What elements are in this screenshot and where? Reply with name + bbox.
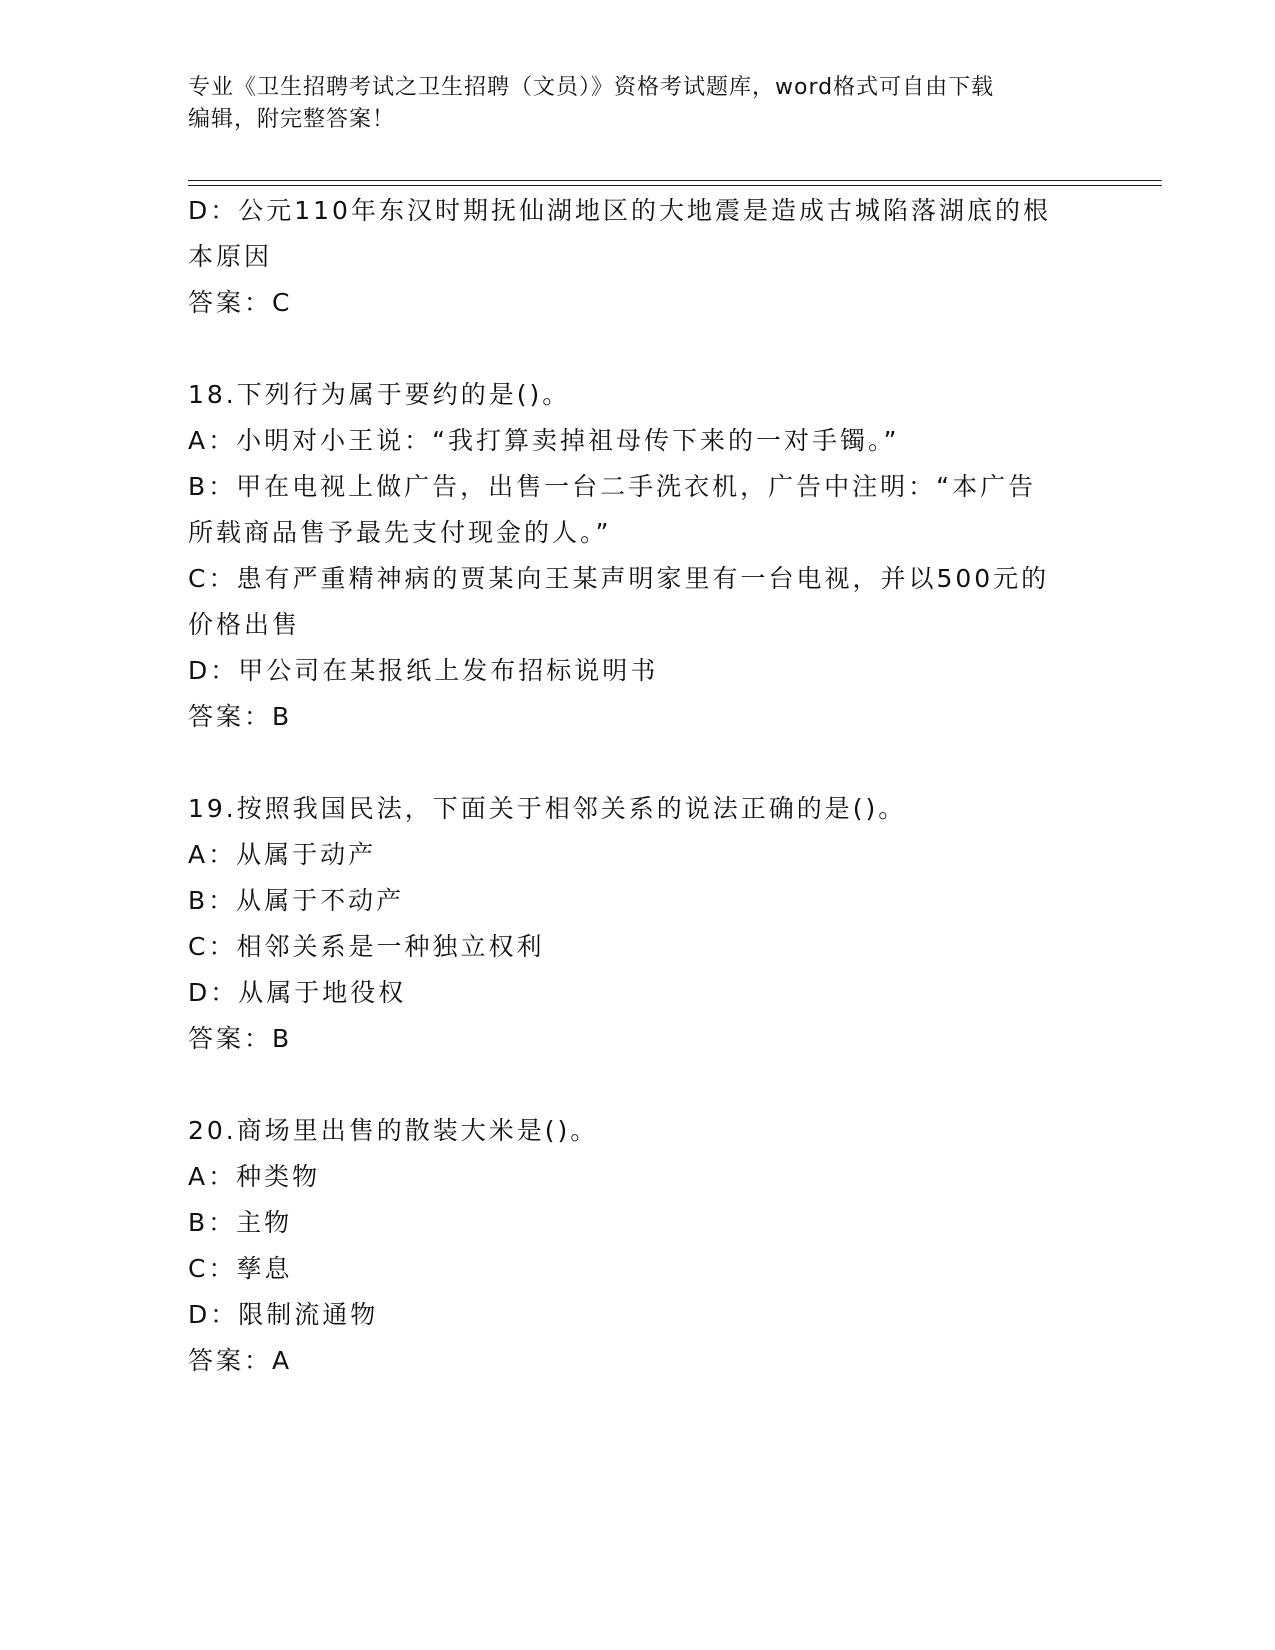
option-c: C：孳息 bbox=[188, 1254, 293, 1283]
question-17-tail bbox=[188, 188, 1088, 326]
option-b-line-1: B：甲在电视上做广告，出售一台二手洗衣机，广告中注明：“本广告 bbox=[188, 472, 1037, 501]
spacer bbox=[188, 740, 1088, 786]
header-line-1: 专业《卫生招聘考试之卫生招聘（文员）》资格考试题库，word格式可自由下载 bbox=[188, 75, 995, 100]
answer: 答案：B bbox=[188, 1024, 293, 1053]
option-a: A：种类物 bbox=[188, 1162, 321, 1191]
spacer bbox=[188, 1062, 1088, 1108]
option-a: A：小明对小王说：“我打算卖掉祖母传下来的一对手镯。” bbox=[188, 426, 900, 455]
option-a: A：从属于动产 bbox=[188, 840, 377, 869]
option-d-line-2: 本原因 bbox=[188, 242, 273, 271]
question-18 bbox=[188, 372, 1088, 740]
option-b: B：从属于不动产 bbox=[188, 886, 405, 915]
option-d: D：从属于地役权 bbox=[188, 978, 407, 1007]
question-20 bbox=[188, 1108, 1088, 1384]
option-d: D：甲公司在某报纸上发布招标说明书 bbox=[188, 656, 659, 685]
question-19 bbox=[188, 786, 1088, 1062]
answer: 答案：A bbox=[188, 1346, 293, 1375]
option-d: D：限制流通物 bbox=[188, 1300, 379, 1329]
header-divider-bottom bbox=[188, 185, 1162, 186]
document-header bbox=[188, 72, 1088, 136]
question-text: 18.下列行为属于要约的是()。 bbox=[188, 380, 571, 409]
question-text: 20.商场里出售的散装大米是()。 bbox=[188, 1116, 599, 1145]
option-d-line-1: D：公元110年东汉时期抚仙湖地区的大地震是造成古城陷落湖底的根 bbox=[188, 196, 1051, 225]
option-b-line-2: 所载商品售予最先支付现金的人。” bbox=[188, 518, 612, 547]
question-text: 19.按照我国民法，下面关于相邻关系的说法正确的是()。 bbox=[188, 794, 907, 823]
option-c-line-1: C：患有严重精神病的贾某向王某声明家里有一台电视，并以500元的 bbox=[188, 564, 1050, 593]
header-line-2: 编辑，附完整答案！ bbox=[188, 107, 396, 132]
spacer bbox=[188, 326, 1088, 372]
option-b: B：主物 bbox=[188, 1208, 293, 1237]
answer: 答案：B bbox=[188, 702, 293, 731]
option-c: C：相邻关系是一种独立权利 bbox=[188, 932, 545, 961]
answer: 答案：C bbox=[188, 288, 293, 317]
option-c-line-2: 价格出售 bbox=[188, 610, 301, 639]
question-list bbox=[188, 188, 1088, 1384]
header-divider-top bbox=[188, 180, 1162, 181]
